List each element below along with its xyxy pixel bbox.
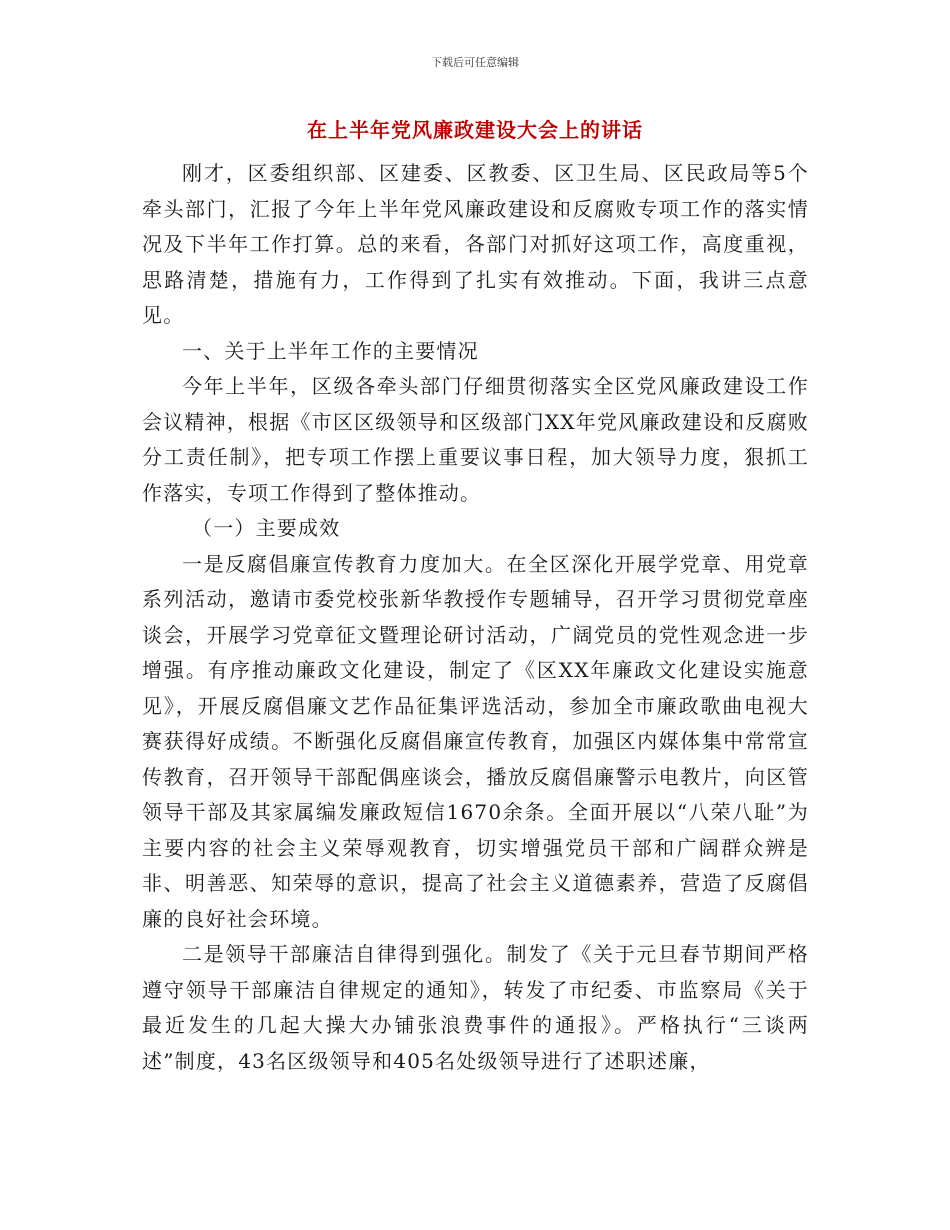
paragraph-section-1: 今年上半年，区级各牵头部门仔细贯彻落实全区党风廉政建设工作会议精神，根据《市区区级领导和区级部门XX年党风廉政建设和反腐败分工责任制》，把专项工作摆上重要议事日程，加大领导力度，狠抓工作落实，专项工作得到了整体推动。 (142, 374, 809, 505)
paragraph-intro: 刚才，区委组织部、区建委、区教委、区卫生局、区民政局等5个牵头部门，汇报了今年上半年党风廉政建设和反腐败专项工作的落实情况及下半年工作打算。总的来看，各部门对抓好这项工作，高度重视，思路清楚，措施有力，工作得到了扎实有效推动。下面，我讲三点意见。 (142, 161, 809, 327)
paragraph-achievement-1: 一是反腐倡廉宣传教育力度加大。在全区深化开展学党章、用党章系列活动，邀请市委党校张新华教授作专题辅导，召开学习贯彻党章座谈会，开展学习党章征文暨理论研讨活动，广阔党员的党性观念进一步增强。有序推动廉政文化建设，制定了《区XX年廉政文化建设实施意见》，开展反腐倡廉文艺作品征集评选活动，参加全市廉政歌曲电视大赛获得好成绩。不断强化反腐倡廉宣传教育，加强区内媒体集中常常宣传教育，召开领导干部配偶座谈会，播放反腐倡廉警示电教片，向区管领导干部及其家属编发廉政短信1670余条。全面开展以“八荣八耻”为主要内容的社会主义荣辱观教育，切实增强党员干部和广阔群众辨是非、明善恶、知荣辱的意识，提高了社会主义道德素养，营造了反腐倡廉的良好社会环境。 (142, 551, 809, 931)
document-body (142, 156, 809, 1079)
section-heading-1: 一、关于上半年工作的主要情况 (182, 338, 479, 363)
subsection-heading-1: （一）主要成效 (192, 516, 341, 540)
document-title: 在上半年党风廉政建设大会上的讲话 (307, 118, 643, 142)
page-header-note: 下载后可任意编辑 (431, 56, 519, 69)
paragraph-achievement-2: 二是领导干部廉洁自律得到强化。制发了《关于元旦春节期间严格遵守领导干部廉洁自律规定的通知》，转发了市纪委、市监察局《关于最近发生的几起大操大办铺张浪费事件的通报》。严格执行“三谈两述”制度，43名区级领导和405名处级领导进行了述职述廉， (142, 942, 809, 1073)
